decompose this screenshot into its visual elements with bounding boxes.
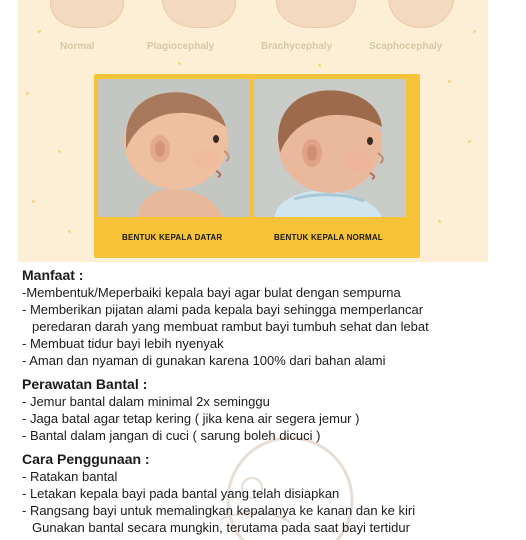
shape-label-brachycephaly: Brachycephaly [261, 41, 333, 52]
decor-dot [318, 64, 321, 67]
section-manfaat [22, 267, 512, 369]
section-title: Perawatan Bantal : [22, 376, 148, 392]
list-item: peredaran darah yang membuat rambut bayi tumbuh sehat dan lebat [32, 319, 429, 334]
decor-dot [438, 220, 441, 223]
baby-photo-normal-head [254, 79, 406, 217]
head-shape-brachycephaly [276, 0, 356, 28]
product-description [22, 267, 512, 536]
decor-dot [473, 30, 476, 33]
decor-dot [468, 140, 471, 143]
caption-flat-head: BENTUK KEPALA DATAR [122, 233, 223, 242]
decor-dot [68, 230, 71, 233]
decor-dot [38, 30, 41, 33]
shape-label-normal: Normal [60, 41, 95, 52]
list-item: - Jaga batal agar tetap kering ( jika kena air segera jemur ) [22, 411, 360, 426]
decor-dot [448, 80, 451, 83]
head-shape-infographic [18, 0, 488, 262]
list-item: Gunakan bantal secara mungkin, terutama pada saat bayi tertidur [32, 520, 410, 535]
shape-label-scaphocephaly: Scaphocephaly [369, 41, 443, 52]
section-title: Manfaat : [22, 267, 84, 283]
list-item: - Ratakan bantal [22, 469, 118, 484]
shape-label-plagiocephaly: Plagiocephaly [147, 41, 215, 52]
head-shape-plagiocephaly [162, 0, 236, 28]
comparison-photo-panel [94, 74, 420, 258]
baby-photo-flat-head [98, 79, 250, 217]
list-item: - Bantal dalam jangan di cuci ( sarung boleh dicuci ) [22, 428, 321, 443]
decor-dot [178, 62, 181, 65]
list-item: - Letakan kepala bayi pada bantal yang telah disiapkan [22, 486, 340, 501]
list-item: - Membuat tidur bayi lebih nyenyak [22, 336, 224, 351]
list-item: -Membentuk/Meperbaiki kepala bayi agar bulat dengan sempurna [22, 285, 401, 300]
section-perawatan [22, 376, 512, 444]
section-title: Cara Penggunaan : [22, 451, 150, 467]
caption-normal-head: BENTUK KEPALA NORMAL [274, 233, 383, 242]
decor-dot [58, 150, 61, 153]
list-item: - Rangsang bayi untuk memalingkan kepalanya ke kanan dan ke kiri [22, 503, 416, 518]
decor-dot [26, 92, 29, 95]
list-item: - Aman dan nyaman di gunakan karena 100% dari bahan alami [22, 353, 386, 368]
list-item: - Memberikan pijatan alami pada kepala bayi sehingga memperlancar [22, 302, 424, 317]
list-item: - Jemur bantal dalam minimal 2x seminggu [22, 394, 270, 409]
decor-dot [32, 200, 35, 203]
head-shape-scaphocephaly [388, 0, 454, 28]
section-cara [22, 451, 512, 536]
head-shape-normal [50, 0, 124, 28]
